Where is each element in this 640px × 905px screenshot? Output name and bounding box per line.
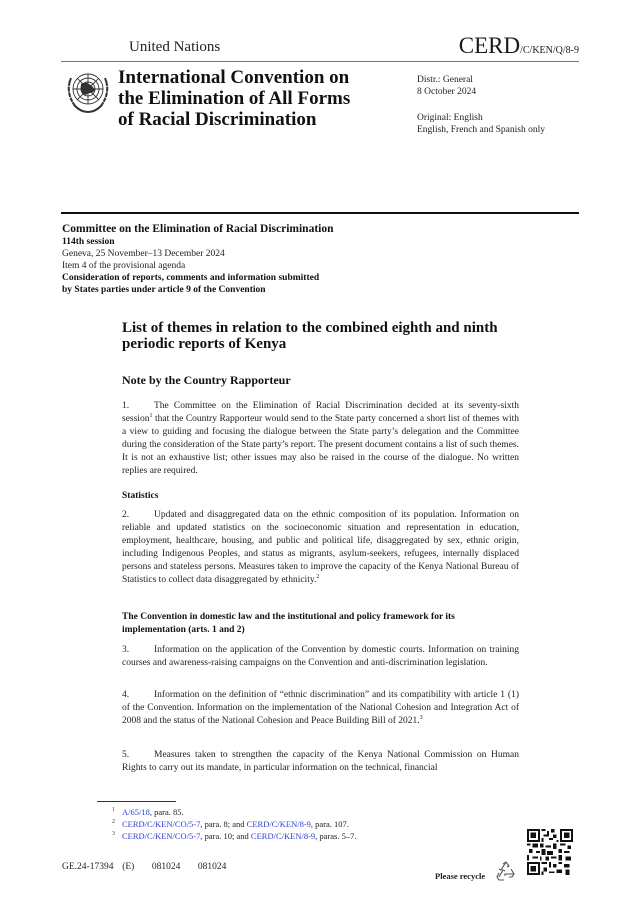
footnote-2: $^2$ CERD/C/KEN/CO/5-7, para. 8; and CERD/C/KEN/8-9, para. 107.	[112, 819, 349, 829]
footnote-text: , para. 107.	[310, 819, 349, 829]
distribution: Distr.: General	[417, 75, 473, 85]
convention-title	[118, 67, 350, 130]
agenda-title-line1: Consideration of reports, comments and information submitted	[62, 273, 320, 283]
footnote-link[interactable]: CERD/C/KEN/8-9	[246, 819, 311, 829]
footnote-link[interactable]: CERD/C/KEN/8-9	[250, 831, 316, 841]
section-rule	[61, 212, 579, 214]
paragraph-text: Information on the application of the Convention by domestic courts. Information on training courses and awareness-raising campaigns on the Convention and anti-discrimination legislation.	[122, 645, 519, 668]
symbol-suffix: /C/KEN/Q/8-9	[520, 45, 579, 56]
footnote-rule	[97, 801, 176, 802]
paragraph-text: Information on the definition of “ethnic discrimination” and its compatibility with article 1 (1) of the Convention. Information on the implementation of the National Cohesion and Integration Act of 2008 and the status of the National Cohesion and Peace Building Bill of 2021.	[122, 690, 519, 726]
document-title-line: List of themes in relation to the combined eighth and ninth	[122, 320, 498, 336]
paragraph-4	[122, 689, 519, 728]
paragraph-number: 2.	[122, 510, 130, 520]
paragraph-text: Measures taken to strengthen the capacity of the Kenya National Commission on Human Rights to carry out its mandate, in particular information on the technical, financial	[122, 750, 519, 773]
convention-title-line: International Convention on	[118, 67, 350, 88]
paragraph-number: 3.	[122, 645, 130, 655]
session: 114th session	[62, 237, 115, 247]
paragraph-text: Updated and disaggregated data on the ethnic composition of its population. Information on reliable and updated statistics on the socioeconomic situation and representation in education, employment, healthcare, housing, and public and political life, disaggregated by sex, ethnic origin, including Indigenous Peoples, and status as migrants, asylum-seekers, refugees, internally displaced persons and stateless persons. Measures taken to improve the capacity of the Kenya National Bureau of Statistics to collect data disaggregated by ethnicity.	[122, 510, 519, 585]
paragraph-text: The Committee on the Elimination of Racial Discrimination decided at its seventy-sixth session	[122, 401, 519, 424]
symbol-main: CERD	[458, 33, 521, 58]
original-language: Original: English	[417, 113, 483, 123]
convention-title-line: of Racial Discrimination	[118, 109, 317, 130]
footnote-link[interactable]: A/65/18	[122, 807, 150, 817]
document-title	[122, 320, 519, 352]
footnote-link[interactable]: CERD/C/KEN/CO/5-7	[122, 831, 201, 841]
agenda-title-line2: by States parties under article 9 of the Convention	[62, 285, 266, 295]
header-rule	[61, 61, 579, 62]
paragraph-2	[122, 509, 519, 586]
job-number: GE.24-17394 (E) 081024 081024	[62, 862, 227, 872]
agenda-item: Item 4 of the provisional agenda	[62, 261, 186, 271]
location-dates: Geneva, 25 November–13 December 2024	[62, 249, 225, 259]
convention-title-line: the Elimination of All Forms	[118, 88, 351, 109]
paragraph-text: that the Country Rapporteur would send to the State party concerned a short list of themes with a view to guiding and focusing the dialogue between the State party’s delegation and the Committee during the consideration of the State party’s report. The present document contains a list of such themes. It is not an exhaustive list; other issues may also be raised in the course of the dialogue. No written replies are required.	[122, 413, 519, 476]
issue-date: 8 October 2024	[417, 87, 477, 97]
un-emblem-icon	[63, 66, 113, 116]
footnote-link[interactable]: CERD/C/KEN/CO/5-7	[122, 819, 201, 829]
distribution-block	[417, 74, 476, 98]
paragraph-3	[122, 644, 519, 670]
footnote-text: , para. 10; and	[200, 831, 251, 841]
language-block	[417, 112, 545, 136]
languages: English, French and Spanish only	[417, 125, 545, 135]
footnote-ref[interactable]: 1	[149, 412, 153, 419]
footnote-text: , para. 8; and	[200, 819, 247, 829]
paragraph-number: 1.	[122, 401, 130, 411]
note-heading: Note by the Country Rapporteur	[122, 373, 291, 387]
paragraph-number: 4.	[122, 690, 130, 700]
document-title-line: periodic reports of Kenya	[122, 336, 287, 352]
footnote-text: , para. 85.	[149, 807, 184, 817]
organization-name: United Nations	[129, 39, 221, 55]
heading-statistics: Statistics	[122, 491, 159, 501]
qr-code-icon[interactable]	[527, 829, 573, 875]
recycle-label: Please recycle	[435, 871, 486, 881]
paragraph-5	[122, 749, 519, 775]
footnote-ref[interactable]: 3	[419, 714, 423, 721]
committee-name: Committee on the Elimination of Racial Discrimination	[62, 223, 334, 235]
footnote-3: $^3$ CERD/C/KEN/CO/5-7, para. 10; and CERD/C/KEN/8-9, paras. 5–7.	[112, 831, 357, 841]
paragraph-number: 5.	[122, 750, 130, 760]
footnote-text: , paras. 5–7.	[315, 831, 357, 841]
document-symbol	[459, 33, 579, 59]
paragraph-1	[122, 400, 519, 477]
heading-convention-domestic-law: The Convention in domestic law and the institutional and policy framework for its implementation (arts. 1 and 2)	[122, 612, 455, 635]
committee-block	[62, 222, 334, 296]
recycle-icon	[494, 860, 518, 884]
footnote-ref[interactable]: 2	[316, 573, 320, 580]
footnote-1: $^1$ A/65/18, para. 85.	[112, 807, 184, 817]
